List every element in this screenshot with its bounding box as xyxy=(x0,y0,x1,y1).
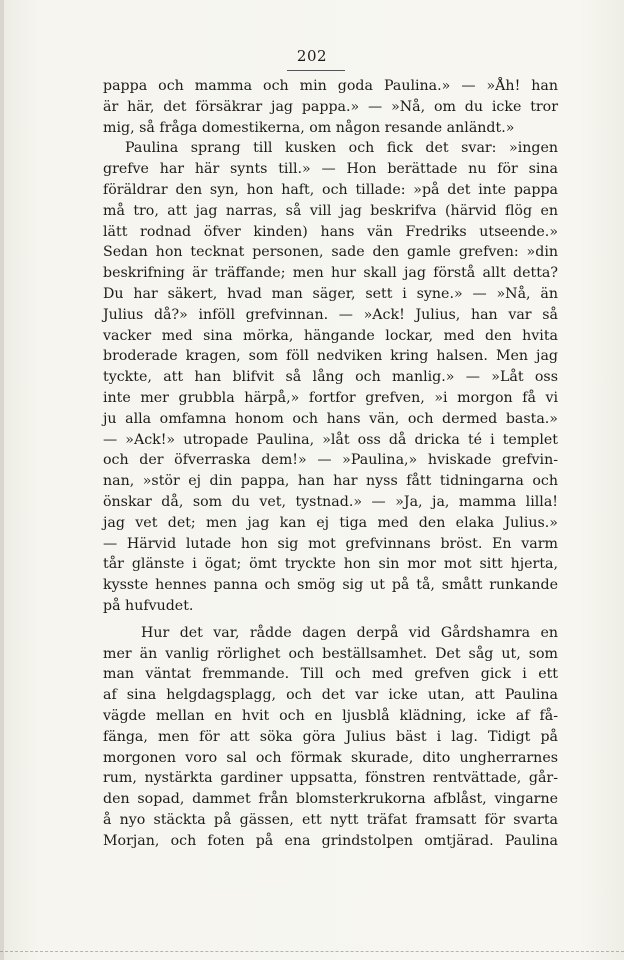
text-line: önskar då, som du vet, tystnad.» — »Ja, ja, mamma lilla! xyxy=(103,493,558,510)
text-line: inte mer grubbla härpå,» fortfor grefven, »i morgon få vi xyxy=(103,389,558,406)
text-line: rum, nystärkta gardiner uppsatta, fönstren rentvättade, går- xyxy=(103,770,558,787)
text-line: ju alla omfamna honom och hans vän, och dermed basta.» xyxy=(103,410,558,427)
text-line: vacker med sina mörka, hängande lockar, med den hvita xyxy=(103,327,558,344)
paragraph xyxy=(103,76,558,138)
text-line: morgonen voro sal och förmak skurade, dito ungherrarnes xyxy=(103,749,558,766)
text-line: föräldrar den syn, hon haft, och tillade: »på det inte pappa xyxy=(103,181,558,198)
page-binding-edge xyxy=(0,0,4,960)
text-line: Julius då?» inföll grefvinnan. — »Ack! Julius, han var så xyxy=(103,306,558,323)
text-line: pappa och mamma och min goda Paulina.» — »Åh! han xyxy=(103,78,558,94)
page-number-rule xyxy=(287,70,345,71)
page-number: 202 xyxy=(296,47,328,65)
text-line: må tro, att jag narras, så vill jag beskrifva (härvid flög en xyxy=(103,202,558,219)
text-line: kysste hennes panna och smög sig ut på tå, smått runkande xyxy=(103,577,558,594)
text-line: lätt rodnad öfver kinden) hans vän Fredriks utseende.» xyxy=(103,223,558,240)
text-line: tyckte, att han blifvit så lång och manlig.» — »Låt oss xyxy=(103,369,558,386)
text-line: Paulina sprang till kusken och fick det svar: »ingen xyxy=(125,140,558,157)
text-line: jag vet det; men jag kan ej tiga med den elaka Julius.» xyxy=(103,514,558,531)
text-line: mig, så fråga domestikerna, om någon resande anländt.» xyxy=(103,119,515,136)
text-line: tår glänste i ögat; ömt tryckte hon sin mor mot sitt hjerta, xyxy=(103,556,558,573)
text-line: är här, det försäkrar jag pappa.» — »Nå, om du icke tror xyxy=(103,98,558,115)
paragraph xyxy=(103,623,558,852)
text-line: man väntat fremmande. Till och med grefven gick i ett xyxy=(103,666,558,683)
text-line: grefve har här synts till.» — Hon berättade nu för sina xyxy=(103,161,558,178)
body-text xyxy=(103,76,558,851)
paragraph xyxy=(103,138,558,616)
text-line: Hur det var, rådde dagen derpå vid Gårdshamra en xyxy=(141,624,558,641)
text-line: vägde mellan en hvit och en ljusblå klädning, icke af få- xyxy=(103,707,558,724)
text-line: Morjan, och foten på ena grindstolpen omtjärad. Paulina xyxy=(103,832,558,849)
scan-bottom-edge xyxy=(0,951,624,952)
text-line: broderade kragen, som föll nedviken kring halsen. Men jag xyxy=(103,348,558,365)
text-line: — »Ack!» utropade Paulina, »låt oss då dricka té i templet xyxy=(103,431,558,448)
text-line: fänga, men för att söka göra Julius bäst i lag. Tidigt på xyxy=(103,728,558,745)
text-line: beskrifning är träffande; men hur skall jag förstå allt detta? xyxy=(103,265,558,282)
text-line: nan, »stör ej din pappa, han har nyss fått tidningarna och xyxy=(103,473,558,490)
text-line: på hufvudet. xyxy=(103,597,194,614)
text-line: å nyo stäckta på gässen, ett nytt träfat framsatt för svarta xyxy=(103,811,558,828)
text-line: den sopad, dammet från blomsterkrukorna afblåst, vingarne xyxy=(103,791,558,808)
text-line: mer än vanlig rörlighet och beställsamhet. Det såg ut, som xyxy=(103,645,558,662)
text-line: och der öfverraska dem!» — »Paulina,» hviskade grefvin- xyxy=(103,452,558,469)
text-line: Du har säkert, hvad man säger, sett i syne.» — »Nå, än xyxy=(103,285,558,302)
text-line: — Härvid lutade hon sig mot grefvinnans bröst. En varm xyxy=(103,535,558,552)
text-line: af sina helgdagsplagg, och det var icke utan, att Paulina xyxy=(103,687,558,704)
text-line: Sedan hon tecknat personen, sade den gamle grefven: »din xyxy=(103,244,558,261)
